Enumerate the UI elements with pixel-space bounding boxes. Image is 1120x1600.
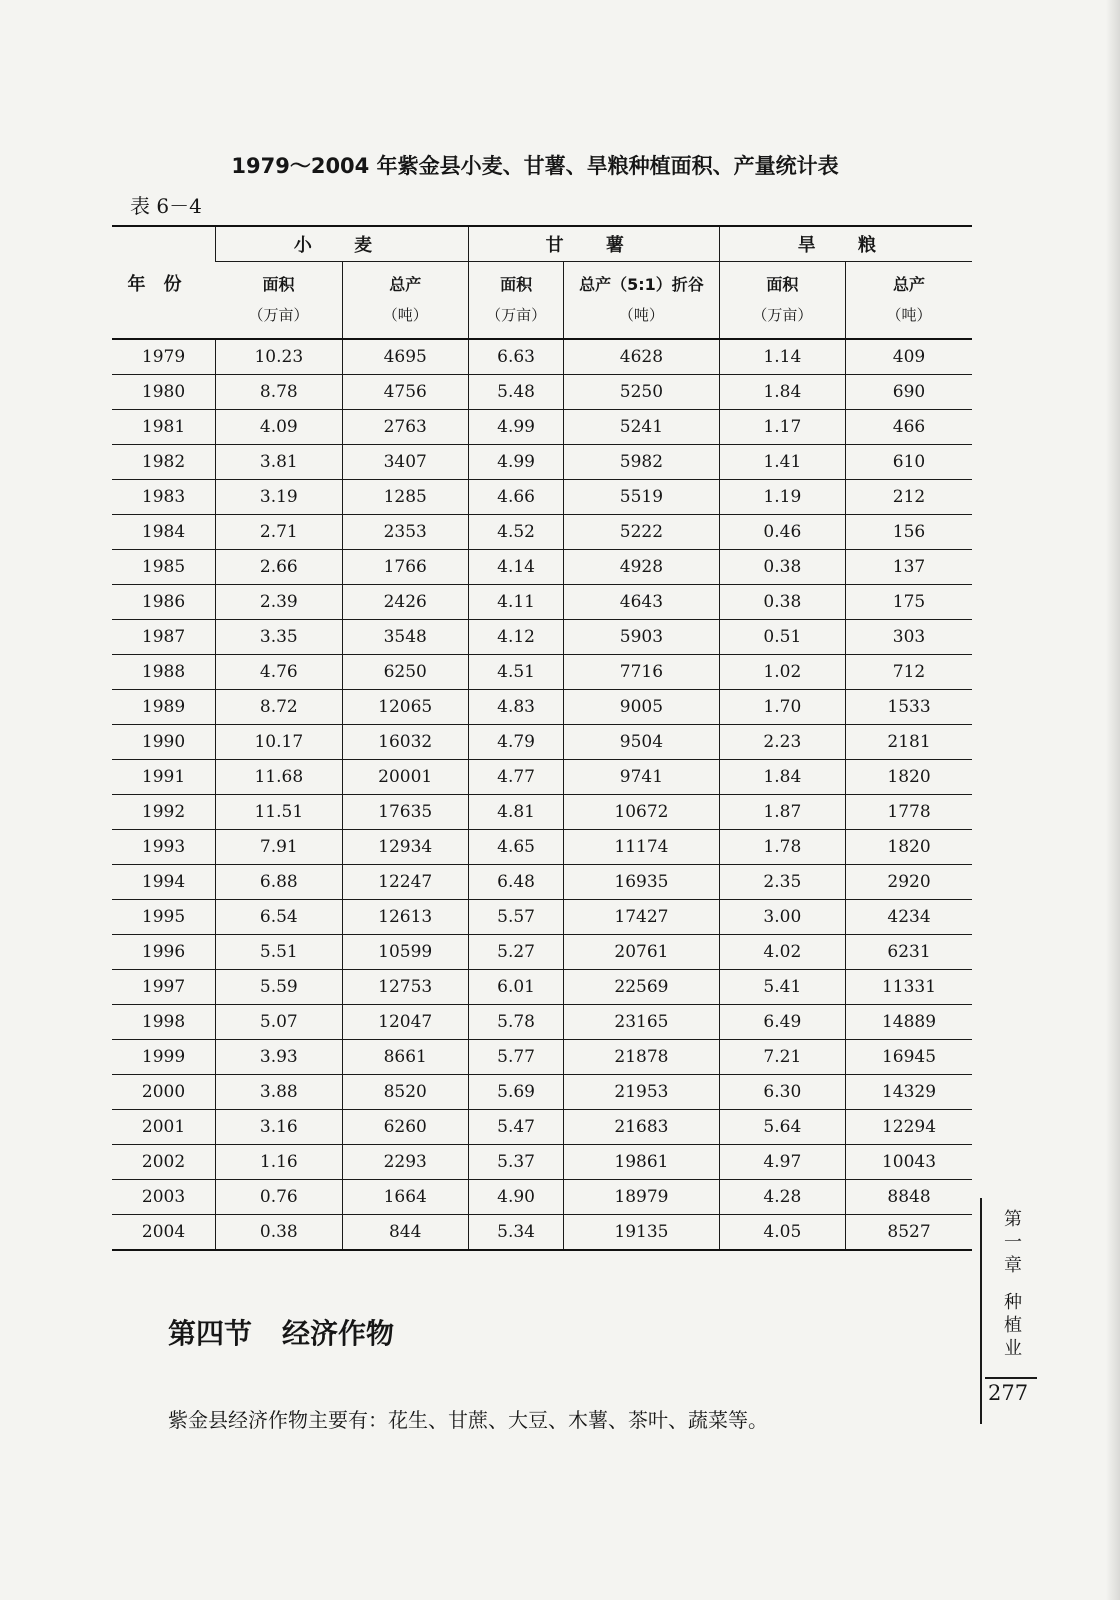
cell-wheat-area: 2.39 (216, 585, 342, 620)
cell-wheat-area: 2.71 (216, 515, 342, 550)
cell-dry-grain-output: 610 (846, 445, 972, 480)
cell-year: 1987 (112, 620, 216, 655)
cell-sweet-potato-area: 4.11 (468, 585, 563, 620)
table-row (112, 1215, 972, 1251)
cell-sweet-potato-output: 10672 (564, 795, 719, 830)
cell-sweet-potato-output: 4928 (564, 550, 719, 585)
cell-sweet-potato-area: 4.77 (468, 760, 563, 795)
cell-year: 2004 (112, 1215, 216, 1251)
header-col-unit: （万亩） (486, 306, 547, 324)
cell-year: 1994 (112, 865, 216, 900)
cell-dry-grain-area: 1.17 (719, 410, 845, 445)
cell-wheat-output: 2426 (342, 585, 468, 620)
cell-sweet-potato-area: 4.83 (468, 690, 563, 725)
body-paragraph: 紫金县经济作物主要有：花生、甘蔗、大豆、木薯、茶叶、蔬菜等。 (168, 1408, 768, 1432)
header-col-unit: （吨） (886, 306, 932, 324)
cell-wheat-area: 4.09 (216, 410, 342, 445)
table-row (112, 690, 972, 725)
cell-wheat-area: 11.51 (216, 795, 342, 830)
table-row (112, 830, 972, 865)
header-col-wheat-output (342, 262, 468, 340)
section-heading (168, 1312, 394, 1352)
cell-sweet-potato-area: 5.78 (468, 1005, 563, 1040)
cell-dry-grain-area: 4.02 (719, 935, 845, 970)
cell-sweet-potato-area: 4.81 (468, 795, 563, 830)
cell-dry-grain-area: 2.23 (719, 725, 845, 760)
cell-sweet-potato-area: 5.34 (468, 1215, 563, 1251)
cell-sweet-potato-output: 21953 (564, 1075, 719, 1110)
cell-sweet-potato-area: 4.12 (468, 620, 563, 655)
cell-year: 1989 (112, 690, 216, 725)
cell-dry-grain-output: 212 (846, 480, 972, 515)
cell-sweet-potato-output: 4643 (564, 585, 719, 620)
cell-sweet-potato-area: 5.47 (468, 1110, 563, 1145)
cell-wheat-area: 3.93 (216, 1040, 342, 1075)
cell-year: 1996 (112, 935, 216, 970)
table-row (112, 515, 972, 550)
table-row (112, 1040, 972, 1075)
table-title: 1979～2004 年紫金县小麦、甘薯、旱粮种植面积、产量统计表 (231, 154, 839, 178)
cell-dry-grain-area: 1.78 (719, 830, 845, 865)
chapter-title: 种植业 (1004, 1292, 1022, 1359)
table-row (112, 1145, 972, 1180)
cell-dry-grain-area: 1.41 (719, 445, 845, 480)
cell-dry-grain-area: 4.97 (719, 1145, 845, 1180)
cell-wheat-output: 4695 (342, 339, 468, 375)
section-title: 经济作物 (282, 1317, 395, 1350)
cell-wheat-output: 8661 (342, 1040, 468, 1075)
cell-year: 1982 (112, 445, 216, 480)
table-row (112, 1180, 972, 1215)
cell-dry-grain-area: 6.49 (719, 1005, 845, 1040)
header-group-sweet-potato: 甘 薯 (468, 226, 719, 262)
cell-wheat-area: 2.66 (216, 550, 342, 585)
table-row (112, 935, 972, 970)
cell-wheat-area: 7.91 (216, 830, 342, 865)
cell-year: 1998 (112, 1005, 216, 1040)
cell-dry-grain-output: 10043 (846, 1145, 972, 1180)
cell-dry-grain-area: 0.46 (719, 515, 845, 550)
cell-wheat-area: 3.88 (216, 1075, 342, 1110)
cell-sweet-potato-area: 5.27 (468, 935, 563, 970)
header-col-label: 面积 (766, 275, 799, 294)
cell-wheat-output: 16032 (342, 725, 468, 760)
cell-year: 1991 (112, 760, 216, 795)
table-row (112, 620, 972, 655)
cell-sweet-potato-output: 5519 (564, 480, 719, 515)
cell-sweet-potato-output: 5222 (564, 515, 719, 550)
cell-sweet-potato-output: 5250 (564, 375, 719, 410)
chapter-tab (993, 1208, 1033, 1360)
cell-year: 1990 (112, 725, 216, 760)
cell-dry-grain-area: 1.84 (719, 375, 845, 410)
cell-dry-grain-area: 4.05 (719, 1215, 845, 1251)
cell-wheat-output: 2353 (342, 515, 468, 550)
cell-sweet-potato-area: 6.48 (468, 865, 563, 900)
cell-wheat-area: 8.72 (216, 690, 342, 725)
cell-sweet-potato-output: 16935 (564, 865, 719, 900)
table-row (112, 1075, 972, 1110)
cell-sweet-potato-output: 19135 (564, 1215, 719, 1251)
table-number: 表 6－4 (130, 194, 202, 218)
cell-dry-grain-output: 6231 (846, 935, 972, 970)
cell-dry-grain-output: 466 (846, 410, 972, 445)
header-col-unit: （万亩） (248, 306, 309, 324)
header-col-label: 面积 (262, 275, 295, 294)
table-row (112, 865, 972, 900)
cell-wheat-output: 2763 (342, 410, 468, 445)
header-col-sweet-potato-output (564, 262, 719, 340)
table-row (112, 725, 972, 760)
cell-dry-grain-output: 8848 (846, 1180, 972, 1215)
cell-dry-grain-area: 5.41 (719, 970, 845, 1005)
cell-wheat-area: 5.51 (216, 935, 342, 970)
cell-wheat-output: 6250 (342, 655, 468, 690)
cell-wheat-output: 4756 (342, 375, 468, 410)
cell-dry-grain-area: 4.28 (719, 1180, 845, 1215)
cell-sweet-potato-output: 21878 (564, 1040, 719, 1075)
cell-wheat-area: 10.23 (216, 339, 342, 375)
cell-dry-grain-area: 1.02 (719, 655, 845, 690)
cell-wheat-area: 3.19 (216, 480, 342, 515)
cell-wheat-output: 3548 (342, 620, 468, 655)
cell-dry-grain-area: 1.19 (719, 480, 845, 515)
cell-wheat-output: 12247 (342, 865, 468, 900)
table-row (112, 445, 972, 480)
table-row (112, 795, 972, 830)
cell-dry-grain-output: 409 (846, 339, 972, 375)
cell-dry-grain-output: 12294 (846, 1110, 972, 1145)
cell-dry-grain-output: 175 (846, 585, 972, 620)
table-row (112, 655, 972, 690)
header-group-dry-grain: 旱 粮 (719, 226, 972, 262)
cell-dry-grain-area: 1.87 (719, 795, 845, 830)
cell-dry-grain-output: 4234 (846, 900, 972, 935)
cell-sweet-potato-area: 6.01 (468, 970, 563, 1005)
cell-dry-grain-area: 6.30 (719, 1075, 845, 1110)
cell-wheat-area: 4.76 (216, 655, 342, 690)
cell-year: 1983 (112, 480, 216, 515)
cell-sweet-potato-area: 5.69 (468, 1075, 563, 1110)
cell-dry-grain-output: 2920 (846, 865, 972, 900)
cell-dry-grain-output: 8527 (846, 1215, 972, 1251)
cell-wheat-output: 1664 (342, 1180, 468, 1215)
cell-dry-grain-output: 1820 (846, 760, 972, 795)
cell-year: 1984 (112, 515, 216, 550)
cell-dry-grain-area: 0.38 (719, 585, 845, 620)
cell-wheat-area: 5.59 (216, 970, 342, 1005)
cell-wheat-output: 17635 (342, 795, 468, 830)
cell-dry-grain-area: 1.84 (719, 760, 845, 795)
cell-year: 1988 (112, 655, 216, 690)
cell-dry-grain-output: 156 (846, 515, 972, 550)
cell-sweet-potato-area: 5.77 (468, 1040, 563, 1075)
cell-sweet-potato-area: 4.99 (468, 410, 563, 445)
cell-dry-grain-output: 303 (846, 620, 972, 655)
header-col-label: 总产 (893, 275, 926, 294)
cell-wheat-output: 3407 (342, 445, 468, 480)
cell-wheat-area: 1.16 (216, 1145, 342, 1180)
cell-wheat-output: 8520 (342, 1075, 468, 1110)
cell-dry-grain-output: 1778 (846, 795, 972, 830)
cell-sweet-potato-output: 19861 (564, 1145, 719, 1180)
table-row (112, 760, 972, 795)
cell-wheat-area: 5.07 (216, 1005, 342, 1040)
cell-dry-grain-output: 1533 (846, 690, 972, 725)
cell-year: 1995 (112, 900, 216, 935)
cell-dry-grain-output: 690 (846, 375, 972, 410)
cell-year: 1985 (112, 550, 216, 585)
cell-sweet-potato-area: 4.79 (468, 725, 563, 760)
header-col-unit: （万亩） (752, 306, 813, 324)
cell-wheat-output: 12934 (342, 830, 468, 865)
cell-sweet-potato-output: 9741 (564, 760, 719, 795)
table-row (112, 375, 972, 410)
cell-wheat-output: 12047 (342, 1005, 468, 1040)
cell-dry-grain-output: 14889 (846, 1005, 972, 1040)
cell-wheat-area: 8.78 (216, 375, 342, 410)
cell-dry-grain-output: 1820 (846, 830, 972, 865)
table-body (112, 339, 972, 1250)
cell-sweet-potato-output: 5982 (564, 445, 719, 480)
cell-sweet-potato-area: 4.99 (468, 445, 563, 480)
cell-sweet-potato-area: 4.90 (468, 1180, 563, 1215)
cell-sweet-potato-area: 6.63 (468, 339, 563, 375)
cell-wheat-area: 11.68 (216, 760, 342, 795)
cell-sweet-potato-area: 5.57 (468, 900, 563, 935)
cell-year: 1980 (112, 375, 216, 410)
cell-year: 1979 (112, 339, 216, 375)
cell-sweet-potato-output: 17427 (564, 900, 719, 935)
cell-wheat-output: 12753 (342, 970, 468, 1005)
cell-wheat-output: 1766 (342, 550, 468, 585)
cell-sweet-potato-output: 9005 (564, 690, 719, 725)
cell-dry-grain-area: 0.51 (719, 620, 845, 655)
cell-sweet-potato-area: 4.66 (468, 480, 563, 515)
header-col-dry-grain-output (846, 262, 972, 340)
cell-wheat-output: 6260 (342, 1110, 468, 1145)
cell-dry-grain-area: 1.14 (719, 339, 845, 375)
header-col-sweet-potato-area (468, 262, 563, 340)
cell-wheat-output: 12613 (342, 900, 468, 935)
header-group-wheat: 小 麦 (216, 226, 469, 262)
table-row (112, 410, 972, 445)
page-number: 277 (988, 1381, 1029, 1405)
cell-dry-grain-output: 14329 (846, 1075, 972, 1110)
cell-sweet-potato-output: 9504 (564, 725, 719, 760)
cell-year: 1981 (112, 410, 216, 445)
cell-sweet-potato-output: 4628 (564, 339, 719, 375)
header-col-unit: （吨） (618, 306, 664, 324)
cell-sweet-potato-area: 4.52 (468, 515, 563, 550)
cell-year: 1993 (112, 830, 216, 865)
cell-year: 2002 (112, 1145, 216, 1180)
chapter-label: 第一章 (1004, 1209, 1022, 1276)
cell-sweet-potato-output: 20761 (564, 935, 719, 970)
cell-wheat-area: 3.35 (216, 620, 342, 655)
header-col-dry-grain-area (719, 262, 845, 340)
cell-sweet-potato-output: 7716 (564, 655, 719, 690)
table-row (112, 585, 972, 620)
cell-wheat-area: 6.54 (216, 900, 342, 935)
cell-dry-grain-area: 0.38 (719, 550, 845, 585)
header-year: 年份 (112, 226, 216, 339)
cell-sweet-potato-area: 4.51 (468, 655, 563, 690)
cell-year: 1992 (112, 795, 216, 830)
cell-wheat-output: 10599 (342, 935, 468, 970)
cell-year: 2003 (112, 1180, 216, 1215)
cell-wheat-area: 3.16 (216, 1110, 342, 1145)
cell-wheat-area: 6.88 (216, 865, 342, 900)
cell-sweet-potato-output: 11174 (564, 830, 719, 865)
cell-dry-grain-output: 712 (846, 655, 972, 690)
cell-sweet-potato-output: 21683 (564, 1110, 719, 1145)
crop-statistics-table (112, 225, 972, 1251)
cell-wheat-area: 0.76 (216, 1180, 342, 1215)
cell-wheat-output: 12065 (342, 690, 468, 725)
cell-dry-grain-area: 2.35 (719, 865, 845, 900)
table-row (112, 1005, 972, 1040)
cell-sweet-potato-area: 4.14 (468, 550, 563, 585)
table-row (112, 1110, 972, 1145)
cell-sweet-potato-area: 4.65 (468, 830, 563, 865)
cell-year: 1986 (112, 585, 216, 620)
cell-wheat-output: 2293 (342, 1145, 468, 1180)
table-row (112, 550, 972, 585)
cell-dry-grain-area: 7.21 (719, 1040, 845, 1075)
margin-rule (980, 1198, 982, 1424)
header-col-label: 总产（5:1）折谷 (579, 275, 704, 294)
table-row (112, 339, 972, 375)
section-number: 第四节 (168, 1317, 253, 1350)
cell-dry-grain-output: 2181 (846, 725, 972, 760)
cell-wheat-output: 1285 (342, 480, 468, 515)
cell-year: 1999 (112, 1040, 216, 1075)
cell-dry-grain-area: 3.00 (719, 900, 845, 935)
cell-wheat-area: 0.38 (216, 1215, 342, 1251)
cell-dry-grain-output: 16945 (846, 1040, 972, 1075)
cell-wheat-output: 20001 (342, 760, 468, 795)
table-row (112, 480, 972, 515)
cell-sweet-potato-output: 5903 (564, 620, 719, 655)
cell-sweet-potato-output: 23165 (564, 1005, 719, 1040)
cell-sweet-potato-output: 22569 (564, 970, 719, 1005)
cell-wheat-output: 844 (342, 1215, 468, 1251)
cell-dry-grain-area: 1.70 (719, 690, 845, 725)
header-col-wheat-area (216, 262, 342, 340)
page-edge-shadow (1106, 0, 1120, 1600)
cell-sweet-potato-area: 5.48 (468, 375, 563, 410)
cell-sweet-potato-area: 5.37 (468, 1145, 563, 1180)
tab-rule (985, 1377, 1037, 1379)
header-col-label: 总产 (389, 275, 422, 294)
cell-dry-grain-area: 5.64 (719, 1110, 845, 1145)
cell-year: 2000 (112, 1075, 216, 1110)
table-row (112, 970, 972, 1005)
cell-sweet-potato-output: 18979 (564, 1180, 719, 1215)
cell-dry-grain-output: 137 (846, 550, 972, 585)
cell-year: 2001 (112, 1110, 216, 1145)
cell-wheat-area: 3.81 (216, 445, 342, 480)
cell-wheat-area: 10.17 (216, 725, 342, 760)
header-col-label: 面积 (500, 275, 533, 294)
cell-sweet-potato-output: 5241 (564, 410, 719, 445)
cell-year: 1997 (112, 970, 216, 1005)
table-row (112, 900, 972, 935)
header-col-unit: （吨） (382, 306, 428, 324)
cell-dry-grain-output: 11331 (846, 970, 972, 1005)
